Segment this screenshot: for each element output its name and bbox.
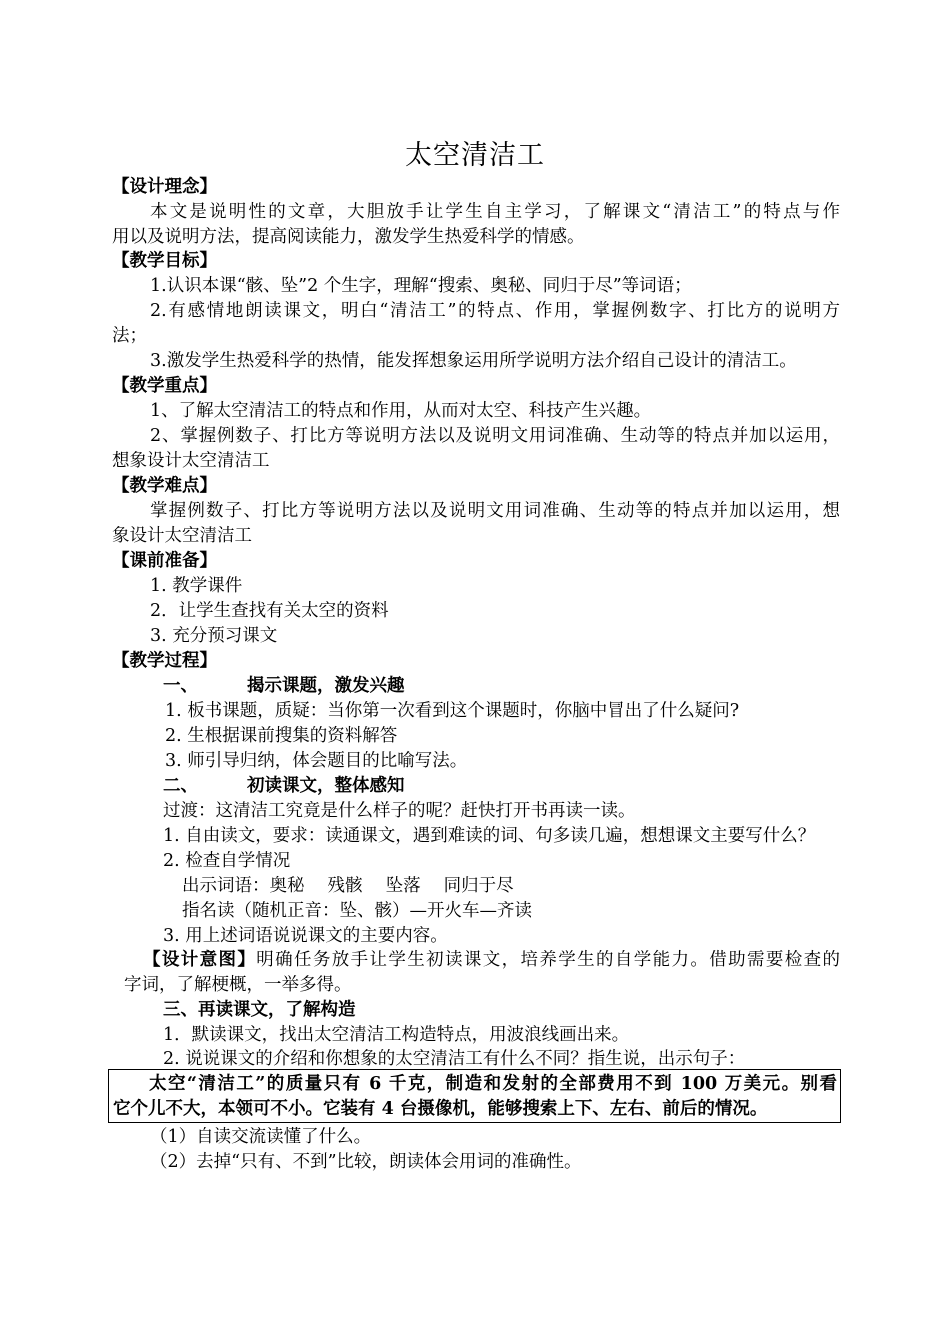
part1-item-1: 1. 板书课题，质疑：当你第一次看到这个课题时，你脑中冒出了什么疑问? [165,701,740,721]
part2-item-1: 1. 自由读文，要求：读通课文，遇到难读的词、句多读几遍，想想课文主要写什么？ [163,826,816,846]
part3-title: 三、再读课文，了解构造 [163,1000,356,1020]
objective-2: 2.有感情地朗读课文，明白“清洁工”的特点、作用，掌握例数字、打比方的说明方 [150,301,840,321]
part3-item-1: 1．默读课文，找出太空清洁工构造特点，用波浪线画出来。 [163,1025,630,1045]
difficulty-line-1: 掌握例数子、打比方等说明方法以及说明文用词准确、生动等的特点并加以运用，想 [150,501,840,521]
key-point-1: 1、了解太空清洁工的特点和作用，从而对太空、科技产生兴趣。 [150,401,652,421]
key-point-2-cont: 想象设计太空清洁工 [112,451,270,471]
key-points-heading: 【教学重点】 [112,376,217,396]
part2-number: 二、 [163,776,198,796]
design-concept-line-1: 本文是说明性的文章，大胆放手让学生自主学习，了解课文“清洁工”的特点与作 [150,202,840,222]
preparation-heading: 【课前准备】 [112,551,217,571]
design-intent-line-1: 【设计意图】明确任务放手让学生初读课文，培养学生的自学能力。借助需要检查的 [143,950,840,970]
design-concept-line-2: 用以及说明方法，提高阅读能力，激发学生热爱科学的情感。 [112,227,585,247]
part3-sub-1: （1）自读交流读懂了什么。 [150,1127,372,1147]
quote-line-1: 太空“清洁工”的质量只有 6 千克，制造和发射的全部费用不到 100 万美元。别看 [149,1074,837,1094]
objective-3: 3.激发学生热爱科学的热情，能发挥想象运用所学说明方法介绍自己设计的清洁工。 [150,351,797,371]
part2-reading: 指名读（随机正音：坠、骸）—开火车—齐读 [182,901,532,921]
part1-item-3: 3. 师引导归纳，体会题目的比喻写法。 [165,751,468,771]
design-concept-heading: 【设计理念】 [112,177,217,197]
objective-2-cont: 法； [112,326,147,346]
part1-title: 揭示课题，激发兴趣 [247,676,405,696]
part2-item-3: 3. 用上述词语说说课文的主要内容。 [163,926,448,946]
preparation-item-3: 3. 充分预习课文 [150,626,278,646]
preparation-item-1: 1. 教学课件 [150,576,243,596]
part2-transition: 过渡：这清洁工究竟是什么样子的呢？赶快打开书再读一读。 [163,801,636,821]
part3-item-2: 2. 说说课文的介绍和你想象的太空清洁工有什么不同？指生说，出示句子： [163,1049,746,1069]
part2-item-2: 2. 检查自学情况 [163,851,291,871]
objectives-heading: 【教学目标】 [112,251,217,271]
key-point-2: 2、掌握例数子、打比方等说明方法以及说明文用词准确、生动等的特点并加以运用， [150,426,840,446]
preparation-item-2: 2．让学生查找有关太空的资料 [150,601,389,621]
part2-words: 出示词语：奥秘 残骸 坠落 同归于尽 [182,876,514,896]
design-intent-line-2: 字词，了解梗概，一举多得。 [124,975,352,995]
difficulties-heading: 【教学难点】 [112,476,217,496]
part1-number: 一、 [163,676,198,696]
quote-line-2: 它个儿不大，本领可不小。它装有 4 台摄像机，能够搜索上下、左右、前后的情况。 [113,1099,768,1119]
process-heading: 【教学过程】 [112,651,217,671]
part3-sub-2: （2）去掉“只有、不到”比较，朗读体会用词的准确性。 [150,1152,582,1172]
page-title: 太空清洁工 [405,140,545,171]
difficulty-line-2: 象设计太空清洁工 [112,526,252,546]
part1-item-2: 2. 生根据课前搜集的资料解答 [165,726,398,746]
design-intent-label: 【设计意图】 [143,950,257,970]
objective-1: 1.认识本课“骸、坠”2 个生字，理解“搜索、奥秘、同归于尽”等词语； [150,276,692,296]
part2-title: 初读课文，整体感知 [247,776,405,796]
